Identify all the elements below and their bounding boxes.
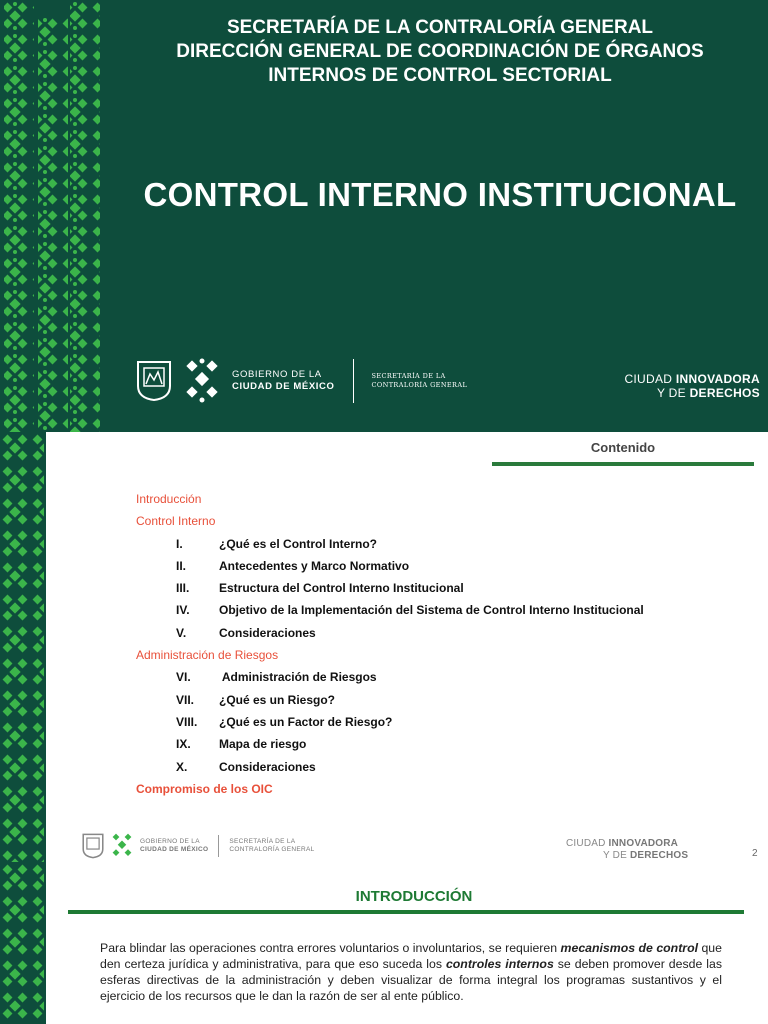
intro-text-emphasis-1: mecanismos de control [560, 941, 698, 955]
toc-item-text: Estructura del Control Interno Institucional [219, 581, 464, 596]
toc-item-number: VI. [176, 670, 191, 685]
table-of-contents [136, 488, 644, 800]
toc-item-number: IX. [176, 737, 191, 752]
gov-line-2: CIUDAD DE MÉXICO [140, 846, 209, 853]
toc-item-text: ¿Qué es un Riesgo? [219, 692, 336, 707]
toc-item[interactable] [136, 756, 644, 778]
gov-line-2: CIUDAD DE MÉXICO [232, 381, 335, 392]
secretaria-text [229, 838, 314, 854]
cover-title: CONTROL INTERNO INSTITUCIONAL [143, 176, 737, 213]
intro-text-part-3: se deben promover desde las esferas directivas de la administración y deben visualizar de forma integral los programas sustantivos y el ejercicio de los recursos que le dan la razón de ser al ente público. [100, 957, 722, 1003]
slogan-prefix: CIUDAD [624, 372, 676, 386]
cover-logos [136, 356, 467, 406]
gov-cdmx-text [140, 838, 208, 854]
decorative-pattern-left [0, 0, 112, 432]
toc-item-number: III. [176, 581, 190, 596]
intro-text-emphasis-2: controles internos [445, 957, 554, 971]
intro-paragraph [100, 940, 722, 1004]
toc-item-number: I. [176, 536, 183, 551]
toc-section-administracion-riesgos[interactable]: Administración de Riesgos [136, 648, 279, 663]
toc-item-text: Objetivo de la Implementación del Sistema de Control Interno Institucional [219, 603, 644, 618]
toc-item-number: IV. [176, 603, 190, 618]
toc-item-text: Mapa de riesgo [219, 737, 307, 752]
toc-item[interactable] [136, 577, 644, 599]
toc-section-introduccion[interactable]: Introducción [136, 492, 202, 506]
slogan-bold-1: INNOVADORA [675, 372, 760, 386]
toc-item[interactable] [136, 622, 644, 644]
toc-item[interactable] [136, 555, 644, 577]
header-line-2: DIRECCIÓN GENERAL DE COORDINACIÓN DE ÓRGANOS [176, 41, 704, 62]
coat-of-arms-icon [82, 833, 104, 859]
slogan-prefix-2: Y DE [656, 386, 690, 400]
contents-slide [0, 432, 768, 862]
toc-item-text: Administración de Riesgos [219, 670, 377, 685]
contents-title-rule [492, 462, 754, 466]
cdmx-logo-icon [182, 358, 222, 404]
header-line-3: INTERNOS DE CONTROL SECTORIAL [268, 65, 612, 86]
toc-item-number: V. [176, 625, 187, 640]
page-number: 2 [752, 848, 758, 859]
sec-line-2: CONTRALORÍA GENERAL [229, 846, 315, 853]
toc-item-number: X. [176, 759, 188, 774]
gov-cdmx-text [232, 369, 335, 393]
sec-line-1: SECRETARÍA DE LA [229, 838, 296, 845]
toc-item[interactable] [136, 533, 644, 555]
slogan-bold-2: DERECHOS [629, 850, 689, 861]
logo-divider [353, 359, 354, 403]
toc-item[interactable] [136, 666, 644, 688]
cover-slide [0, 0, 768, 432]
coat-of-arms-icon [136, 360, 172, 402]
sec-line-2: CONTRALORÍA GENERAL [371, 381, 468, 389]
toc-item-text: Antecedentes y Marco Normativo [219, 558, 410, 573]
toc-item[interactable] [136, 689, 644, 711]
toc-item-text: ¿Qué es un Factor de Riesgo? [219, 714, 393, 729]
gov-line-1: GOBIERNO DE LA [232, 369, 322, 380]
intro-slide [0, 862, 768, 1024]
cover-header [112, 16, 768, 88]
toc-item[interactable] [136, 599, 644, 621]
contents-title: Contenido [590, 440, 656, 455]
decorative-pattern-left-slide2 [0, 432, 50, 862]
slogan-prefix-2: Y DE [603, 850, 630, 861]
toc-item-number: VIII. [176, 714, 198, 729]
decorative-pattern-left-slide3 [0, 862, 50, 1024]
toc-item[interactable] [136, 711, 644, 733]
toc-section-control-interno[interactable]: Control Interno [136, 514, 216, 529]
secretaria-text [372, 372, 468, 390]
slogan-bold-1: INNOVADORA [608, 838, 679, 849]
toc-item[interactable] [136, 733, 644, 755]
slogan-prefix: CIUDAD [566, 838, 609, 849]
toc-item-text: Consideraciones [219, 625, 316, 640]
logo-divider [218, 835, 219, 857]
header-line-1: SECRETARÍA DE LA CONTRALORÍA GENERAL [226, 17, 654, 38]
slogan-bold-2: DERECHOS [689, 386, 760, 400]
intro-title: INTRODUCCIÓN [355, 888, 473, 905]
toc-item-number: VII. [176, 692, 195, 707]
intro-text-part-2: que den certeza jurídica y administrativa, para que eso suceda los [100, 941, 722, 971]
toc-item-text: ¿Qué es el Control Interno? [219, 536, 378, 551]
sec-line-1: SECRETARÍA DE LA [371, 372, 446, 380]
toc-item-number: II. [176, 558, 187, 573]
intro-text-part-1: Para blindar las operaciones contra errores voluntarios o involuntarios, se requieren [100, 941, 561, 955]
cover-slogan [624, 372, 760, 400]
cdmx-logo-icon [110, 832, 134, 860]
contents-footer-logos [82, 832, 315, 860]
contents-slogan [566, 838, 688, 862]
intro-title-rule [68, 910, 744, 914]
toc-section-compromiso[interactable]: Compromiso de los OIC [136, 781, 273, 796]
toc-item-text: Consideraciones [219, 759, 316, 774]
gov-line-1: GOBIERNO DE LA [140, 838, 200, 845]
